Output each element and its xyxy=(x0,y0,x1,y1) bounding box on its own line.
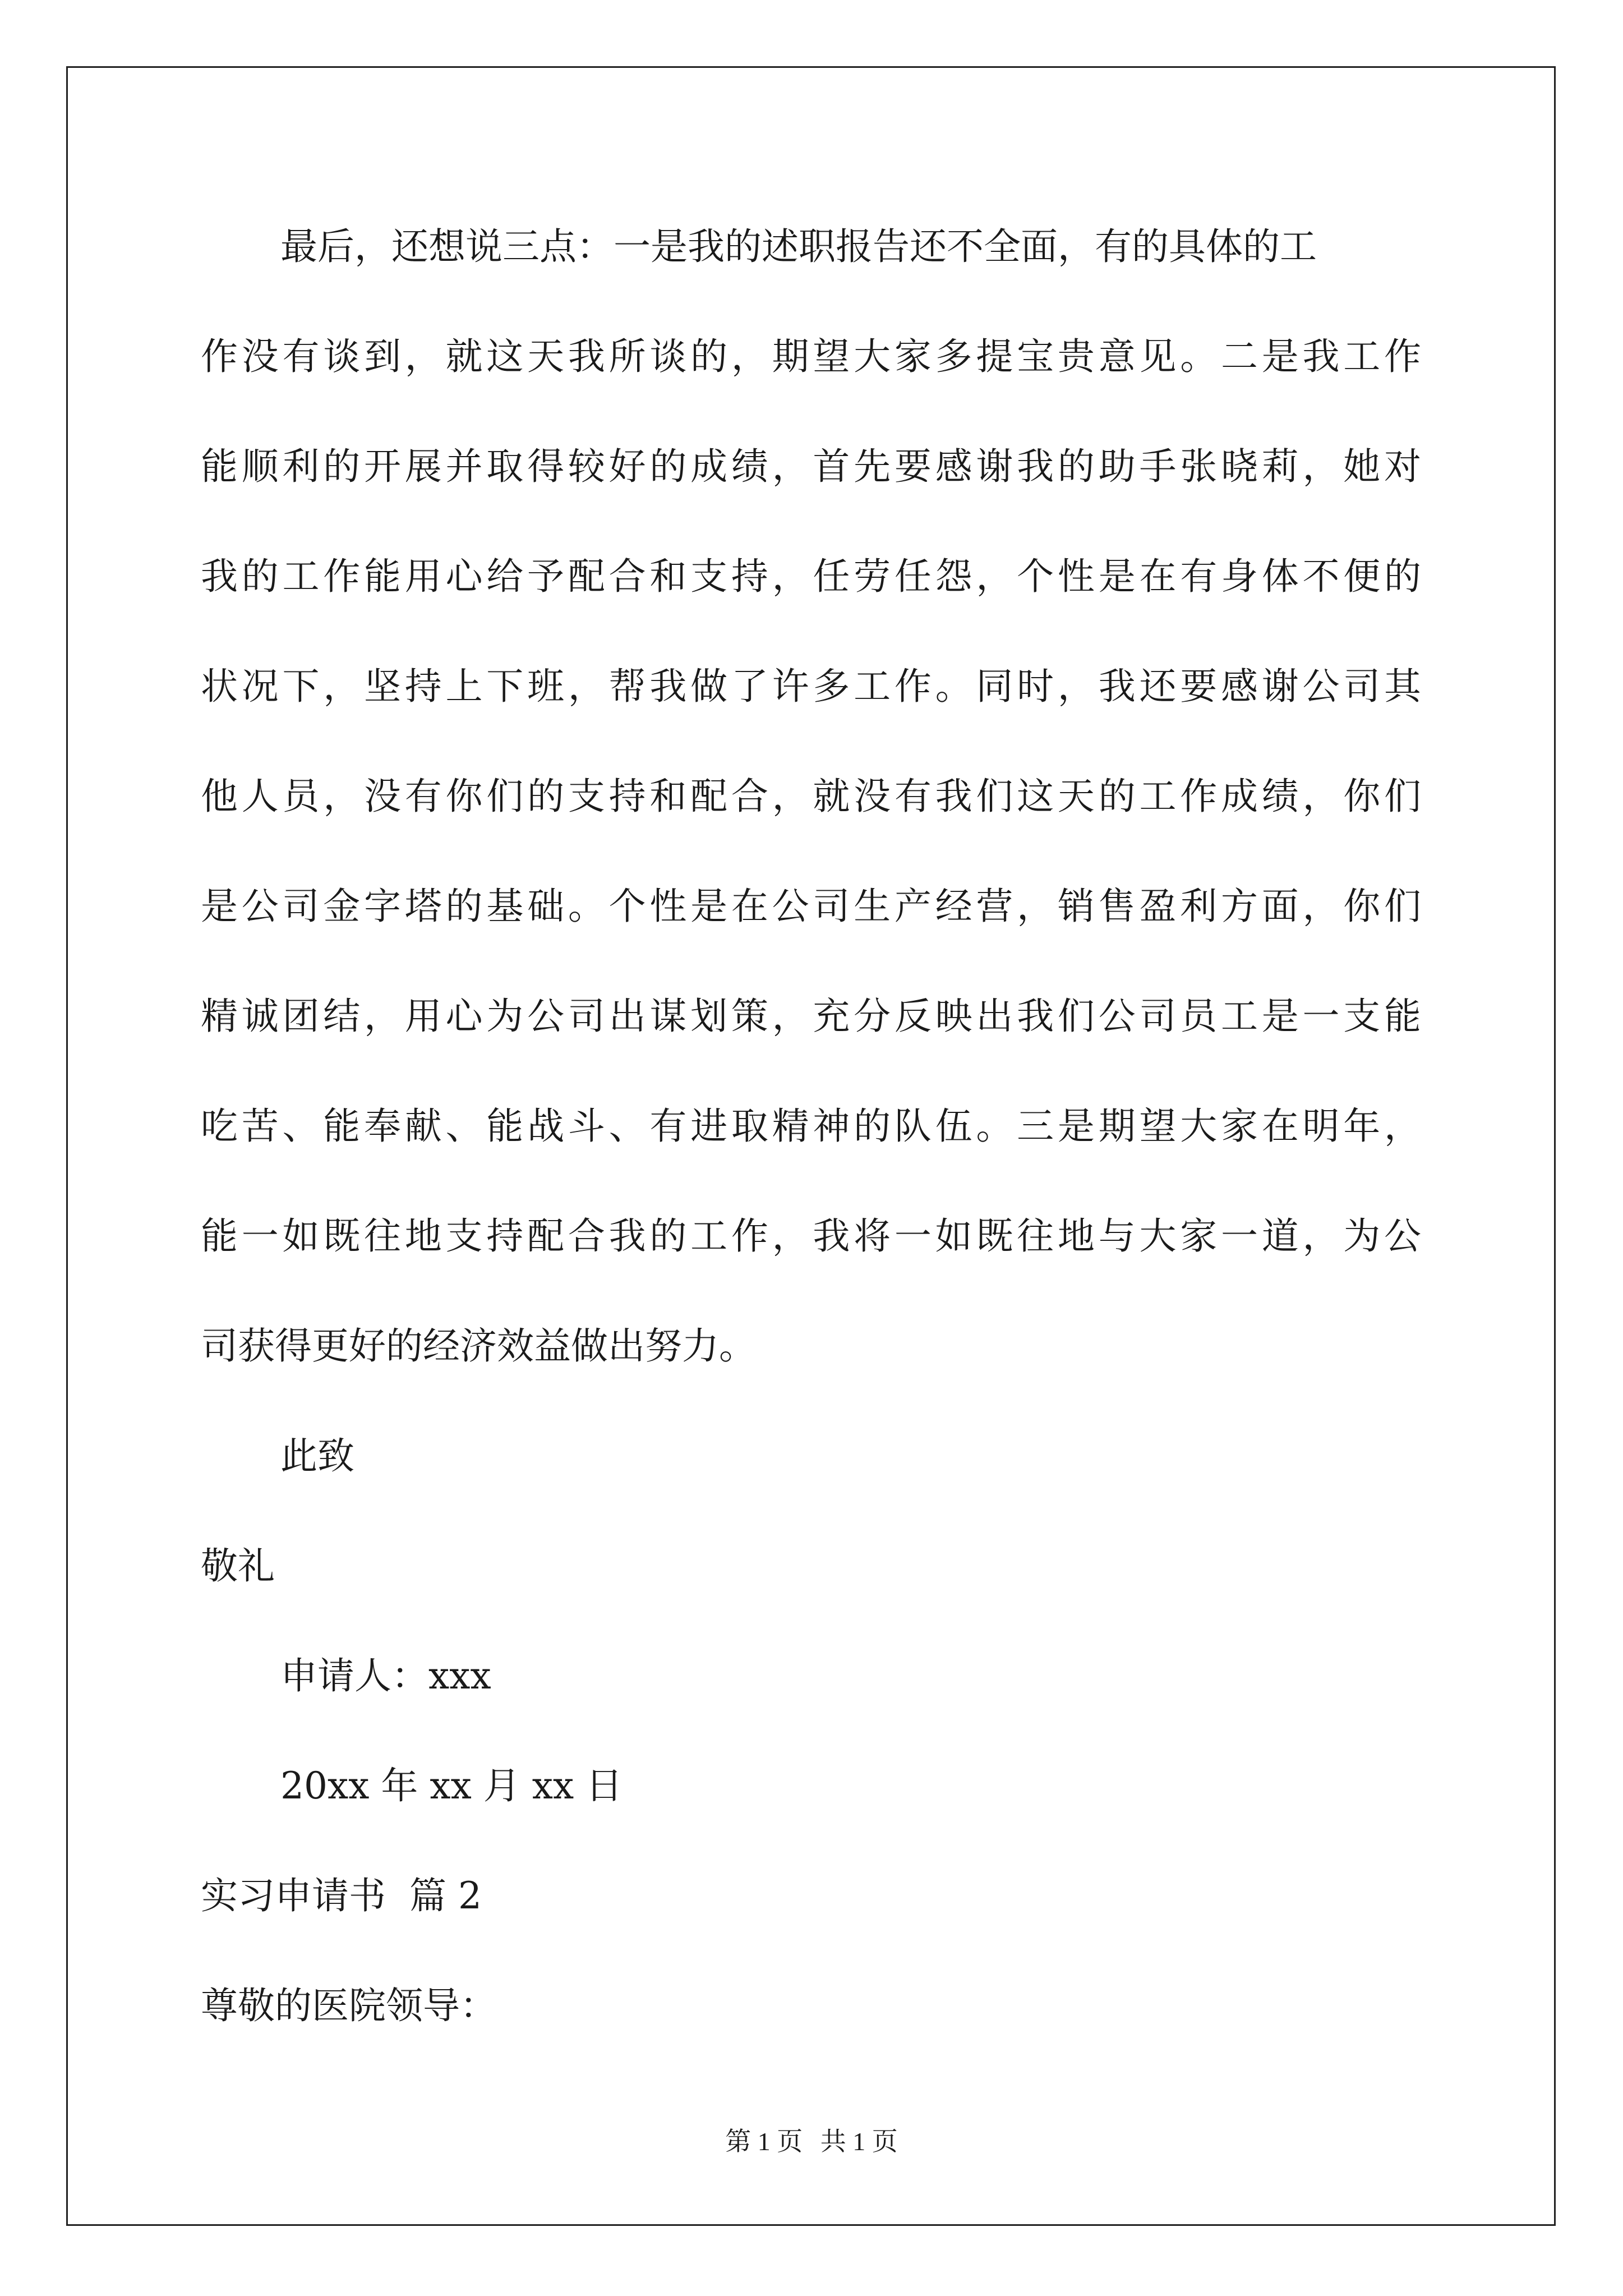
date-line: 20xx 年 xx 月 xx 日 xyxy=(280,1764,623,1807)
page-footer xyxy=(0,2129,1623,2155)
paragraph-line-3: 能顺利的开展并取得较好的成绩，首先要感谢我的助手张晓莉，她对 xyxy=(201,445,1421,488)
paragraph-line-9: 吃苦、能奉献、能战斗、有进取精神的队伍。三是期望大家在明年， xyxy=(201,1105,1421,1148)
page-number-total: 共 1 页 xyxy=(820,2127,898,2156)
paragraph-line-7: 是公司金字塔的基础。个性是在公司生产经营，销售盈利方面，你们 xyxy=(201,885,1421,928)
paragraph-line-2: 作没有谈到，就这天我所谈的，期望大家多提宝贵意见。二是我工作 xyxy=(201,335,1421,378)
applicant-line: 申请人：xxx xyxy=(280,1654,491,1697)
paragraph-line-8: 精诚团结，用心为公司出谋划策，充分反映出我们公司员工是一支能 xyxy=(201,995,1421,1038)
greeting-line: 尊敬的医院领导： xyxy=(201,1984,497,2027)
paragraph-line-5: 状况下，坚持上下班，帮我做了许多工作。同时，我还要感谢公司其 xyxy=(201,665,1421,708)
paragraph-line-6: 他人员，没有你们的支持和配合，就没有我们这天的工作成绩，你们 xyxy=(201,775,1421,818)
section-title: 实习申请书 篇 2 xyxy=(201,1874,482,1917)
closing-text: 此致 xyxy=(280,1434,354,1478)
salutation-text: 敬礼 xyxy=(201,1544,275,1588)
paragraph-line-10: 能一如既往地支持配合我的工作，我将一如既往地与大家一道，为公 xyxy=(201,1214,1421,1258)
paragraph-line-1: 最后，还想说三点：一是我的述职报告还不全面，有的具体的工 xyxy=(280,225,1317,268)
paragraph-line-4: 我的工作能用心给予配合和支持，任劳任怨，个性是在有身体不便的 xyxy=(201,555,1421,598)
paragraph-line-11: 司获得更好的经济效益做出努力。 xyxy=(201,1324,756,1368)
page-number-current: 第 1 页 xyxy=(725,2127,803,2156)
